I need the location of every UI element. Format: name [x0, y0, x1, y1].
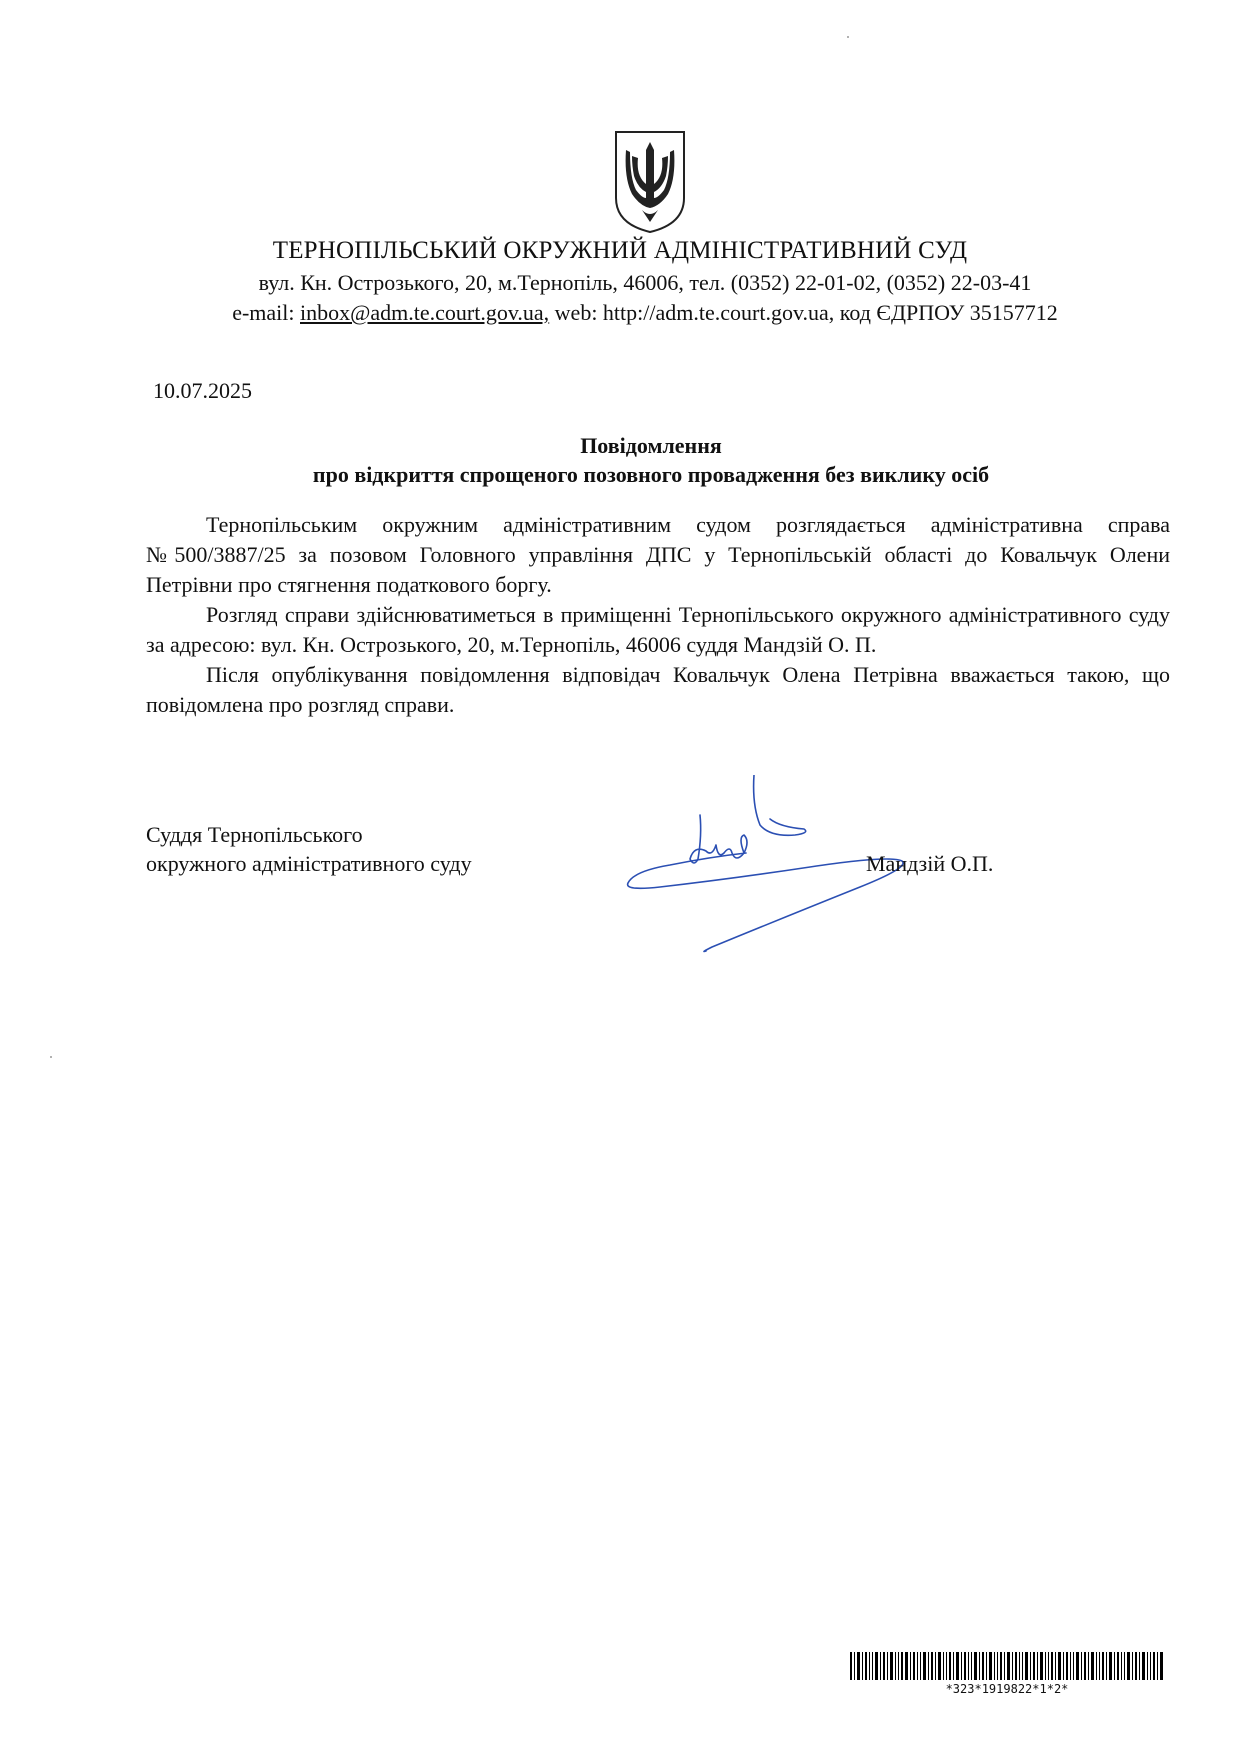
- scan-speck: [847, 36, 849, 38]
- document-title: Повідомлення: [580, 433, 722, 458]
- coat-of-arms-icon: [612, 128, 688, 236]
- paragraph-case: Тернопільським окружним адміністративним судом розглядається адміністративна справа №500/3887/25 за позовом Головного управління ДПС у Тернопільській області до Ковальчук Олени Петрівни про стягнення податкового боргу.: [146, 512, 1170, 597]
- barcode: [850, 1652, 1164, 1680]
- web-and-code: web: http://adm.te.court.gov.ua, код ЄДРПОУ 35157712: [549, 300, 1058, 325]
- paragraph-venue: Розгляд справи здійснюватиметься в приміщенні Тернопільського окружного адміністративного суду за адресою: вул. Кн. Острозького, 20, м.Тернопіль, 46006 суддя Мандзій О. П.: [146, 602, 1170, 657]
- court-contacts: [0, 300, 1240, 326]
- signer-name: Мандзій О.П.: [866, 851, 994, 876]
- email-prefix: e-mail:: [232, 300, 300, 325]
- document-subtitle: про відкриття спрощеного позовного провадження без виклику осіб: [312, 462, 990, 487]
- email-link[interactable]: inbox@adm.te.court.gov.ua,: [300, 300, 550, 325]
- barcode-number: *323*1919822*1*2*: [945, 1682, 1069, 1696]
- document-date: 10.07.2025: [153, 378, 252, 403]
- paragraph-notice: Після опублікування повідомлення відповідач Ковальчук Олена Петрівна вважається такою, що повідомлена про розгляд справи.: [146, 662, 1170, 717]
- signer-position-line2: окружного адміністративного суду: [146, 851, 472, 876]
- signer-position-line1: Суддя Тернопільського: [146, 822, 363, 847]
- court-address: вул. Кн. Острозького, 20, м.Тернопіль, 46006, тел. (0352) 22-01-02, (0352) 22-03-41: [258, 270, 1032, 295]
- document-body: [146, 510, 1170, 720]
- scan-speck: [50, 1056, 52, 1058]
- court-name: ТЕРНОПІЛЬСЬКИЙ ОКРУЖНИЙ АДМІНІСТРАТИВНИЙ СУД: [272, 237, 968, 264]
